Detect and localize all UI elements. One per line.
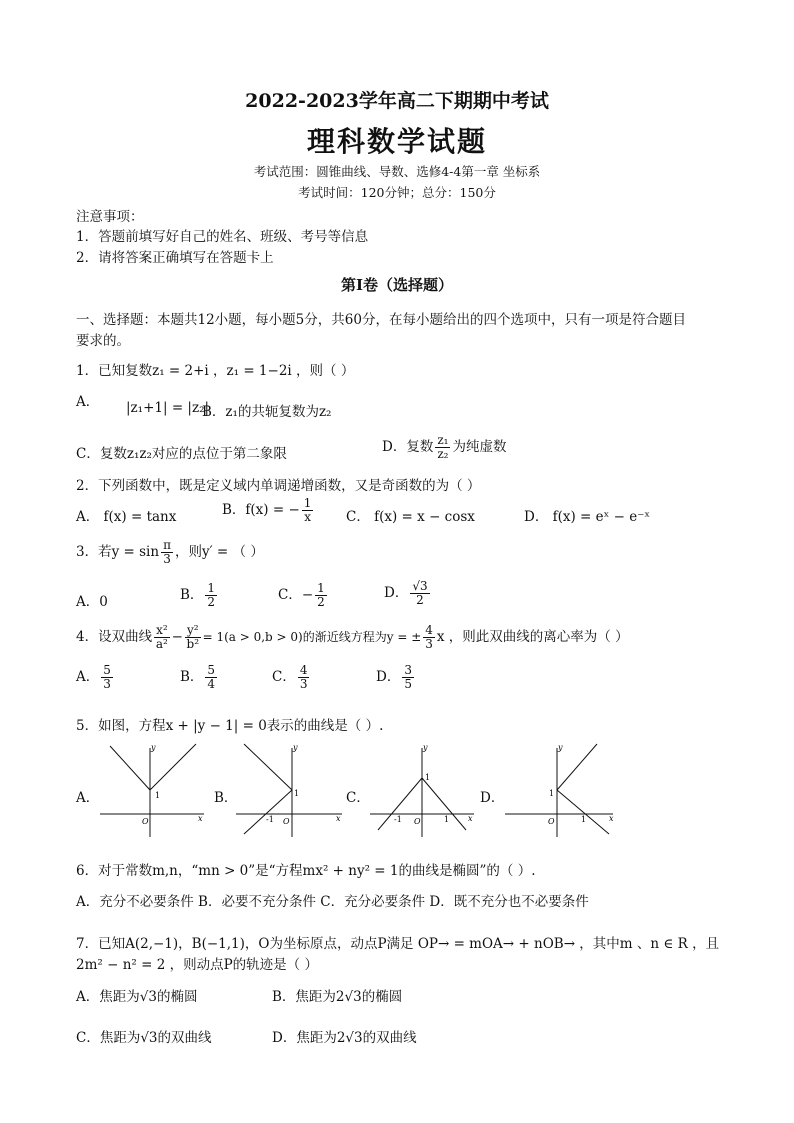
q4-stem-mid: = 1(a > 0,b > 0)的渐近线方程为y = ± <box>202 630 422 644</box>
x-label: x <box>336 814 341 823</box>
q7-stem: 7．已知A(2,−1)，B(−1,1)，O为坐标原点，动点P满足 OP→ = mOA→ + nOB→ ，其中m 、n ∈ R ，且 <box>76 936 720 952</box>
origin-label: O <box>283 817 290 826</box>
origin-label: O <box>548 817 555 826</box>
q1-option-b: B．z₁的共轭复数为z₂ <box>202 404 332 420</box>
q1-option-a: |z₁+1| = |z₂| <box>126 400 210 416</box>
q4-frac-x-num: x² <box>156 623 168 637</box>
q1-d-num: z₁ <box>437 433 449 447</box>
q4-a-fraction <box>101 664 113 691</box>
q3-c-num: 1 <box>317 581 325 595</box>
q1-option-d <box>382 434 506 461</box>
section-instructions-cont: 要求的。 <box>76 333 130 349</box>
q7-option-c: C．焦距为√3的双曲线 <box>76 1030 212 1046</box>
q3-d-num: √3 <box>412 579 428 593</box>
q3-stem-suffix: ，则y′ = （ ） <box>174 544 264 560</box>
q7-option-d: D．焦距为2√3的双曲线 <box>272 1030 417 1046</box>
q2-b-den: x <box>304 510 311 524</box>
q2-b-prefix: B．f(x) = − <box>222 502 300 518</box>
q4-frac-x-den: a² <box>155 637 168 651</box>
curve-left <box>110 746 150 790</box>
q4-minus: − <box>171 629 183 645</box>
tick-x1: 1 <box>444 815 450 824</box>
q4-frac-slope-num: 4 <box>425 623 433 637</box>
q1-d-suffix: 为纯虚数 <box>452 439 507 455</box>
tick-1: 1 <box>155 791 161 800</box>
q1-d-den: z₂ <box>437 447 449 461</box>
curve-lower <box>557 790 609 834</box>
tick-neg1: -1 <box>394 815 402 824</box>
q4-b-label: B． <box>180 669 204 685</box>
q4-b-fraction <box>205 664 217 691</box>
q1-option-a-label: A． <box>76 394 100 410</box>
q2-b-num: 1 <box>303 496 312 510</box>
q7-stem-cont: 2m² − n² = 2 ，则动点P的轨迹是（ ） <box>76 957 318 973</box>
q3-d-den: 2 <box>416 593 424 607</box>
q4-b-den: 4 <box>207 677 216 691</box>
exam-title: 2022-2023学年高二下期期中考试 <box>245 90 549 112</box>
q4-frac-y-den: b² <box>186 637 200 651</box>
q4-frac-y-num: y² <box>186 623 199 637</box>
q7-option-a: A．焦距为√3的椭圆 <box>76 989 198 1005</box>
note-item: 1．答题前填写好自己的姓名、班级、考号等信息 <box>76 229 369 245</box>
q3-stem-num: π <box>163 538 171 552</box>
q5-option-a-label: A． <box>76 790 100 806</box>
q6-stem: 6．对于常数m,n，“mn > 0”是“方程mx² + ny² = 1的曲线是椭圆”的（ ）. <box>76 863 536 879</box>
q3-d-prefix: D． <box>384 585 409 601</box>
q4-option-b <box>180 664 219 691</box>
q6-options: A．充分不必要条件 B．必要不充分条件 C．充分必要条件 D．既不充分也不必要条件 <box>76 894 589 910</box>
q4-c-fraction <box>298 664 310 691</box>
q4-d-label: D． <box>376 669 401 685</box>
q5-option-d-label: D． <box>480 790 505 806</box>
q3-stem-prefix: 3．若y = sin <box>76 544 160 560</box>
q3-c-fraction <box>315 582 327 609</box>
q3-stem-den: 3 <box>163 552 171 566</box>
q2-option-a: A． f(x) = tanx <box>76 509 177 525</box>
q3-b-fraction <box>205 582 217 609</box>
q3-stem <box>76 539 264 566</box>
q3-option-d <box>384 580 432 607</box>
q5-graph-b <box>236 742 346 838</box>
tick-1: 1 <box>549 789 555 798</box>
tick-x1: 1 <box>581 815 587 824</box>
q5-graph-a <box>100 742 208 838</box>
note-item: 2．请将答案正确填写在答题卡上 <box>76 250 274 266</box>
q1-stem: 1．已知复数z₁ = 2+i ，z₁ = 1−2i ，则（ ） <box>76 363 355 379</box>
origin-label: O <box>414 817 421 826</box>
q4-stem-prefix: 4．设双曲线 <box>76 629 153 645</box>
tick-neg1: -1 <box>266 815 274 824</box>
q3-b-prefix: B． <box>180 587 204 603</box>
section-instructions: 一、选择题：本题共12小题，每小题5分，共60分，在每小题给出的四个选项中，只有一项是符合题目 <box>76 312 686 328</box>
q2-option-d: D． f(x) = eˣ − e⁻ˣ <box>524 509 651 525</box>
q4-c-label: C． <box>272 669 296 685</box>
q5-option-b-label: B． <box>214 790 238 806</box>
q2-stem: 2．下列函数中，既是定义域内单调递增函数，又是奇函数的为（ ） <box>76 478 481 494</box>
q4-frac-slope <box>423 624 435 651</box>
q4-frac-slope-den: 3 <box>425 637 433 651</box>
q3-b-den: 2 <box>207 595 216 609</box>
curve-upper <box>557 744 597 790</box>
q2-option-c: C． f(x) = x − cosx <box>346 509 475 525</box>
q2-option-b <box>222 497 315 524</box>
q4-d-den: 5 <box>404 677 412 691</box>
origin-label: O <box>142 817 149 826</box>
q3-option-b <box>180 582 219 609</box>
x-label: x <box>198 814 203 823</box>
q7-option-b: B．焦距为2√3的椭圆 <box>272 989 403 1005</box>
notes-heading: 注意事项： <box>76 209 144 225</box>
q4-option-d <box>376 664 416 691</box>
q4-d-num: 3 <box>404 663 412 677</box>
q1-option-c: C．复数z₁z₂对应的点位于第二象限 <box>76 446 287 462</box>
q5-graph-c <box>370 742 478 838</box>
curve-upper <box>244 744 292 790</box>
q4-a-den: 3 <box>103 677 111 691</box>
q4-d-fraction <box>402 664 414 691</box>
q4-c-den: 3 <box>299 677 308 691</box>
q4-a-num: 5 <box>103 663 111 677</box>
q3-stem-fraction <box>161 539 173 566</box>
q4-option-c <box>272 664 311 691</box>
q4-frac-x <box>154 624 170 651</box>
exam-time: 考试时间：120分钟；总分：150分 <box>298 185 496 200</box>
tick-1: 1 <box>425 773 431 782</box>
q4-c-num: 4 <box>299 663 308 677</box>
q5-graph-d <box>505 742 617 838</box>
q1-d-prefix: D．复数 <box>382 439 434 455</box>
y-label: y <box>558 743 563 752</box>
y-label: y <box>151 743 156 752</box>
q3-c-prefix: C．− <box>278 587 314 603</box>
q3-option-c <box>278 582 329 609</box>
curve-lower <box>244 790 292 834</box>
y-label: y <box>293 743 298 752</box>
q3-d-fraction <box>410 580 429 607</box>
q4-frac-y <box>185 624 201 651</box>
q4-stem-suffix: x ，则此双曲线的离心率为（ ） <box>436 629 629 645</box>
q4-option-a <box>76 664 115 691</box>
q3-b-num: 1 <box>207 581 216 595</box>
q1-d-fraction <box>435 434 450 461</box>
tick-1: 1 <box>294 789 300 798</box>
curve-right <box>150 744 196 790</box>
section-title: 第Ⅰ卷（选择题） <box>340 276 454 294</box>
q5-stem: 5．如图，方程x + |y − 1| = 0表示的曲线是（ ）. <box>76 718 384 734</box>
q3-option-a: A．0 <box>76 594 108 610</box>
q4-a-label: A． <box>76 669 100 685</box>
x-label: x <box>468 814 473 823</box>
y-label: y <box>423 743 428 752</box>
q4-b-num: 5 <box>207 663 216 677</box>
subject-title: 理科数学试题 <box>306 125 487 158</box>
exam-scope: 考试范围：圆锥曲线、导数、选修4-4第一章 坐标系 <box>253 164 541 179</box>
q2-b-fraction <box>302 497 314 524</box>
q4-stem <box>76 624 629 651</box>
q3-c-den: 2 <box>317 595 325 609</box>
x-label: x <box>609 814 614 823</box>
q5-option-c-label: C． <box>346 790 370 806</box>
